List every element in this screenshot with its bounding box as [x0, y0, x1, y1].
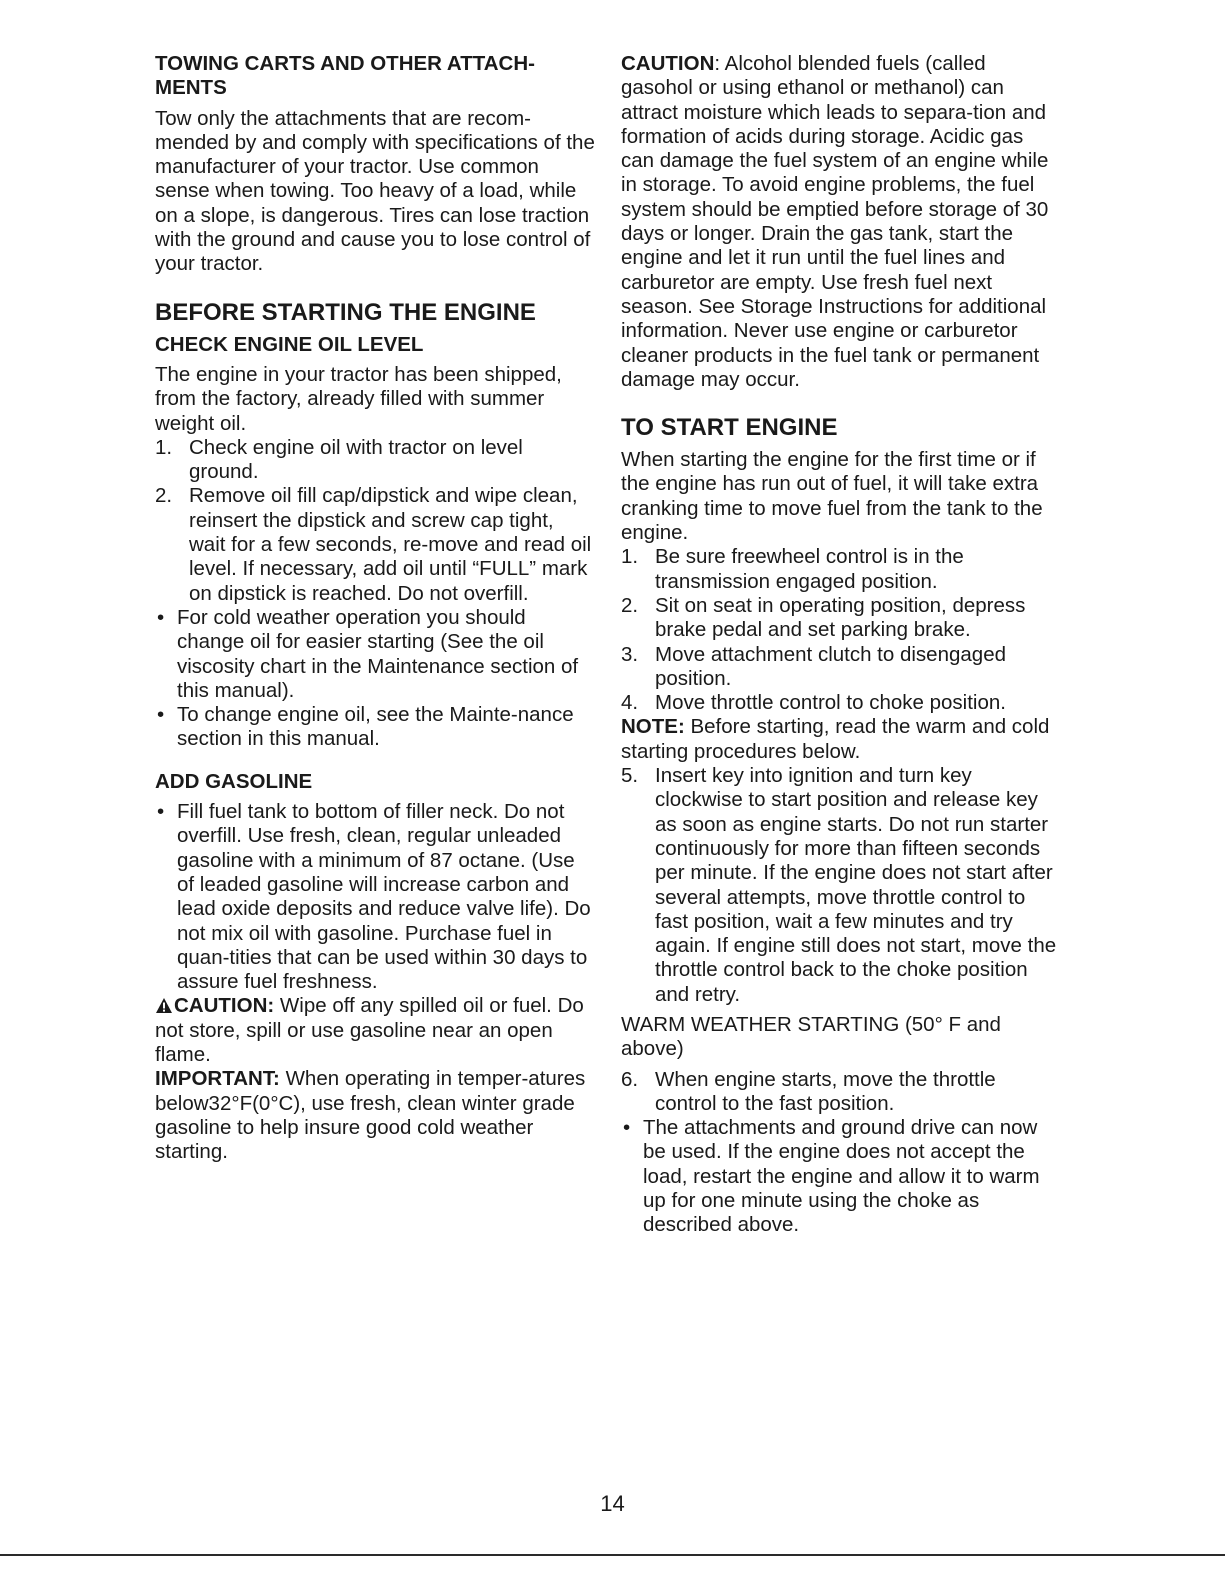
bullet-item [155, 606, 595, 703]
bullet-text: The attachments and ground drive can now be used. If the engine does not accept the load, restart the engine and allow it to warm up for one minute using the choke as described above. [643, 1116, 1040, 1237]
list-item [621, 643, 1061, 692]
bullet-text: For cold weather operation you should change oil for easier starting (See the oil viscosity chart in the Maintenance section of this manual). [177, 605, 579, 702]
list-text: Check engine oil with tractor on level ground. [189, 435, 523, 484]
bullet-icon: • [157, 703, 165, 727]
caution-paragraph [155, 994, 595, 1067]
bullet-item [621, 1116, 1061, 1237]
list-number: 2. [621, 593, 639, 617]
warning-triangle-icon [155, 997, 173, 1014]
note-label: NOTE: [621, 715, 685, 739]
to-start-engine-heading: TO START ENGINE [621, 414, 838, 442]
list-item [621, 545, 1061, 594]
caution-label: CAUTION [621, 52, 715, 75]
important-label: IMPORTANT: [155, 1067, 280, 1091]
bottom-divider [0, 1554, 1225, 1556]
list-item [621, 594, 1061, 643]
note-paragraph [621, 715, 1061, 764]
towing-heading: TOWING CARTS AND OTHER ATTACH-MENTS [155, 52, 535, 100]
bullet-text: Fill fuel tank to bottom of filler neck. Do not overfill. Use fresh, clean, regular unleaded gasoline with a minimum of 87 octane. (Use of leaded gasoline will increase carbon and lead oxide deposits and reduce valve life). Do not mix oil with gasoline. Purchase fuel in quan-tities that can be used within 30 days to assure fuel freshness. [177, 800, 591, 994]
add-gasoline-heading: ADD GASOLINE [155, 769, 313, 793]
list-text: Move throttle control to choke position. [655, 691, 1006, 715]
list-item [155, 484, 595, 605]
list-item [155, 436, 595, 485]
left-column [155, 52, 595, 1164]
list-number: 2. [155, 484, 173, 508]
alcohol-caution-paragraph [621, 52, 1061, 392]
bullet-item [155, 800, 595, 994]
note-text: Before starting, read the warm and cold starting procedures below. [621, 715, 1050, 763]
list-item [621, 691, 1061, 715]
list-number: 3. [621, 642, 639, 666]
list-number: 1. [155, 435, 173, 459]
caution-label: CAUTION: [174, 994, 275, 1018]
caution-text: : Alcohol blended fuels (called gasohol or using ethanol or methanol) can attract moisture which leads to separa-tion and formation of acids during storage. Acidic gas can damage the fuel system of an engine while in storage. To avoid engine problems, the fuel system should be emptied before storage of 30 days or longer. Drain the gas tank, start the engine and let it run until the fuel lines and carburetor are empty. Use fresh fuel next season. See Storage Instructions for additional information. Never use engine or carburetor cleaner products in the fuel tank or permanent damage may occur. [621, 52, 1049, 391]
caution-text: Wipe off any spilled oil or fuel. Do not store, spill or use gasoline near an open flame. [155, 994, 584, 1066]
list-number: 6. [621, 1067, 639, 1091]
list-text: Insert key into ignition and turn key clockwise to start position and release key as soon as engine starts. Do not run starter continuously for more than fifteen seconds per minute. If the engine does not start after several attempts, move throttle control to fast position, wait a few minutes and try again. If engine still does not start, move the throttle control back to the choke position and retry. [655, 764, 1057, 1006]
list-text: Move attachment clutch to disengaged position. [655, 642, 1006, 690]
list-number: 1. [621, 545, 639, 569]
bullet-text: To change engine oil, see the Mainte-nance section in this manual. [177, 703, 574, 751]
right-column [621, 52, 1061, 1238]
important-paragraph [155, 1067, 595, 1164]
bullet-icon: • [157, 605, 165, 629]
page-number: 14 [600, 1491, 625, 1516]
oil-intro-paragraph: The engine in your tractor has been shipped, from the factory, already filled with summer weight oil. [155, 362, 562, 435]
before-starting-heading: BEFORE STARTING THE ENGINE [155, 298, 536, 326]
list-number: 5. [621, 764, 639, 788]
list-text: Sit on seat in operating position, depress brake pedal and set parking brake. [655, 593, 1026, 642]
bullet-item [155, 703, 595, 752]
bullet-icon: • [623, 1116, 631, 1140]
list-text: Be sure freewheel control is in the transmission engaged position. [655, 545, 964, 593]
list-item [621, 1068, 1061, 1117]
list-item [621, 764, 1061, 1007]
towing-paragraph: Tow only the attachments that are recom-mended by and comply with specifications of the manufacturer of your tractor. Use common sense when towing. Too heavy of a load, while on a slope, is dangerous. Tires can lose traction with the ground and cause you to lose control of your tractor. [155, 106, 595, 276]
list-text: When engine starts, move the throttle control to the fast position. [655, 1067, 996, 1115]
warm-weather-heading: WARM WEATHER STARTING (50° F and above) [621, 1012, 1001, 1061]
start-intro-paragraph: When starting the engine for the first time or if the engine has run out of fuel, it will take extra cranking time to move fuel from the tank to the engine. [621, 448, 1043, 545]
bullet-icon: • [157, 800, 165, 824]
important-text: When operating in temper-atures below32°F(0°C), use fresh, clean winter grade gasoline to help insure good cold weather starting. [155, 1067, 586, 1164]
check-oil-heading: CHECK ENGINE OIL LEVEL [155, 332, 424, 356]
list-number: 4. [621, 691, 639, 715]
list-text: Remove oil fill cap/dipstick and wipe clean, reinsert the dipstick and screw cap tight, wait for a few seconds, re-move and read oil level. If necessary, add oil until “FULL” mark on dipstick is reached. Do not overfill. [189, 484, 592, 605]
